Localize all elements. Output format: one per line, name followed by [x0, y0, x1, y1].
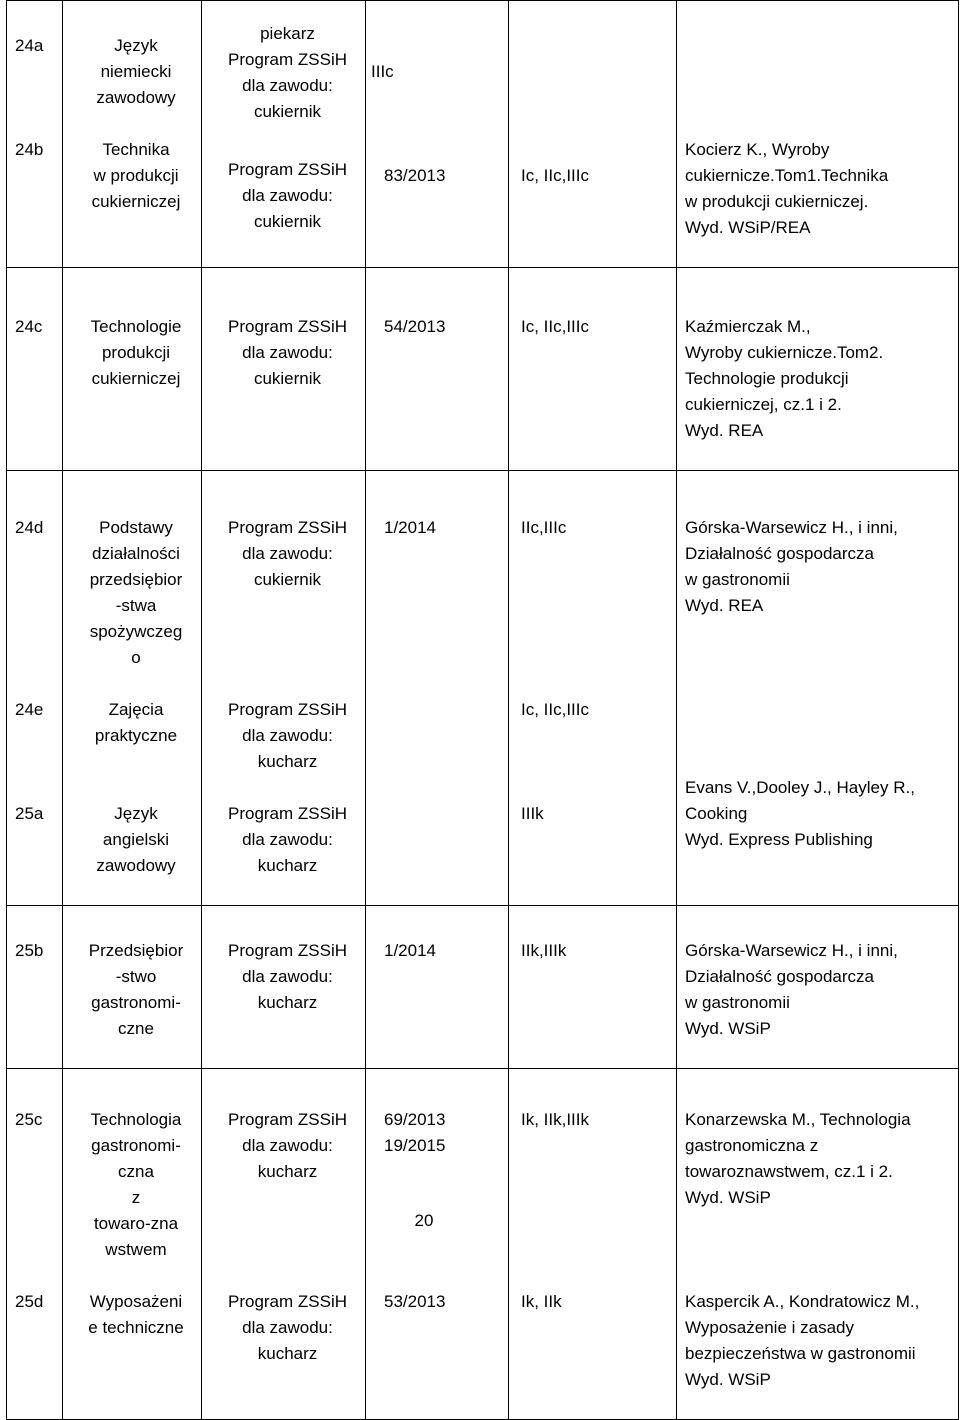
approval-number: 83/2013	[384, 166, 446, 185]
program-cell	[202, 268, 366, 471]
table-row	[7, 906, 959, 1069]
subject-cell	[63, 268, 202, 471]
approval-number-cell	[366, 471, 509, 906]
program-cell	[202, 471, 366, 906]
subject-name: Wyposażeni e techniczne	[88, 1292, 184, 1337]
classes-value: Ik, IIk	[521, 1292, 562, 1311]
row-id: 24c	[15, 317, 43, 336]
subject-name: Technologia gastronomi- czna z towaro-zna wstwem	[90, 1110, 182, 1259]
program-name: Program ZSSiH dla zawodu: cukiernik	[227, 518, 348, 589]
row-id: 24d	[15, 518, 44, 537]
approval-number: 69/2013 19/2015	[384, 1110, 446, 1155]
classes-value: IIIk	[521, 804, 544, 823]
program-name: piekarz Program ZSSiH dla zawodu: cukiernik	[227, 24, 348, 121]
textbook-entry: Kocierz K., Wyroby cukiernicze.Tom1.Technika w produkcji cukierniczej. Wyd. WSiP/REA	[685, 140, 889, 237]
approval-number: 54/2013	[384, 317, 446, 336]
subject-name: Zajęcia praktyczne	[94, 700, 178, 745]
classes-value: Ik, IIk,IIIk	[521, 1110, 590, 1129]
textbook-entry: Górska-Warsewicz H., i inni, Działalność gospodarcza w gastronomii Wyd. REA	[685, 518, 898, 615]
approval-number: 53/2013	[384, 1292, 446, 1311]
program-name: Program ZSSiH dla zawodu: cukiernik	[227, 160, 348, 231]
row-id-cell	[7, 906, 63, 1069]
textbook-cell	[677, 268, 959, 471]
table-row	[7, 1, 959, 268]
program-cell	[202, 1069, 366, 1420]
row-id-cell	[7, 268, 63, 471]
row-id: 25c	[15, 1110, 43, 1129]
subject-name: Technika w produkcji cukierniczej	[91, 140, 181, 211]
program-name: Program ZSSiH dla zawodu: kucharz	[227, 941, 348, 1012]
textbook-cell	[677, 471, 959, 906]
textbook-entry: Kaźmierczak M., Wyroby cukiernicze.Tom2. Technologie produkcji cukierniczej, cz.1 i 2. Wyd. REA	[685, 317, 884, 440]
classes-cell	[509, 906, 677, 1069]
subject-cell	[63, 906, 202, 1069]
textbook-cell	[677, 1069, 959, 1420]
subject-name: Język angielski zawodowy	[96, 804, 176, 875]
subject-name: Podstawy działalności przedsiębior -stwa spożywczeg o	[89, 518, 183, 667]
subject-cell	[63, 1, 202, 268]
approval-number-cell	[366, 1069, 509, 1420]
classes-cell	[509, 1069, 677, 1420]
program-name: Program ZSSiH dla zawodu: kucharz	[227, 1292, 348, 1363]
row-id: 25d	[15, 1292, 44, 1311]
textbook-entry: Evans V.,Dooley J., Hayley R., Cooking Wyd. Express Publishing	[685, 778, 915, 849]
textbook-entry: Kaspercik A., Kondratowicz M., Wyposażenie i zasady bezpieczeństwa w gastronomii Wyd. WSiP	[685, 1292, 920, 1389]
row-id: 24e	[15, 700, 44, 719]
program-cell	[202, 1, 366, 268]
program-cell	[202, 906, 366, 1069]
row-id: 24a	[15, 36, 44, 55]
row-id-cell	[7, 1, 63, 268]
approval-number: 1/2014	[384, 941, 436, 960]
table-row	[7, 471, 959, 906]
classes-cell	[509, 268, 677, 471]
row-id-cell	[7, 1069, 63, 1420]
textbook-entry: Konarzewska M., Technologia gastronomiczna z towaroznawstwem, cz.1 i 2. Wyd. WSiP	[685, 1110, 911, 1207]
program-name: Program ZSSiH dla zawodu: kucharz	[227, 700, 348, 771]
textbook-cell	[677, 1, 959, 268]
approval-number-cell	[366, 906, 509, 1069]
page-number: 20	[414, 1211, 434, 1230]
classes-value: IIc,IIIc	[521, 518, 567, 537]
approval-number: 1/2014	[384, 518, 436, 537]
subject-name: Przedsiębior -stwo gastronomi- czne	[88, 941, 184, 1038]
approval-number-cell	[366, 268, 509, 471]
subject-cell	[63, 1069, 202, 1420]
row-id-cell	[7, 471, 63, 906]
textbook-cell	[677, 906, 959, 1069]
table-row	[7, 1069, 959, 1420]
program-name: Program ZSSiH dla zawodu: kucharz	[227, 1110, 348, 1181]
classes-value: IIk,IIIk	[521, 941, 567, 960]
subject-name: Technologie produkcji cukierniczej	[90, 317, 182, 388]
row-id: 24b	[15, 140, 44, 159]
program-name: Program ZSSiH dla zawodu: cukiernik	[227, 317, 348, 388]
program-name: Program ZSSiH dla zawodu: kucharz	[227, 804, 348, 875]
table-row	[7, 268, 959, 471]
subject-cell	[63, 471, 202, 906]
classes-cell	[509, 471, 677, 906]
subject-name: Język niemiecki zawodowy	[96, 36, 176, 107]
classes-value: IIIc	[371, 62, 394, 81]
textbook-entry: Górska-Warsewicz H., i inni, Działalność gospodarcza w gastronomii Wyd. WSiP	[685, 941, 898, 1038]
row-id: 25a	[15, 804, 44, 823]
textbook-table	[6, 0, 959, 1420]
classes-value: Ic, IIc,IIIc	[521, 166, 590, 185]
classes-value: Ic, IIc,IIIc	[521, 317, 590, 336]
classes-value: Ic, IIc,IIIc	[521, 700, 590, 719]
row-id: 25b	[15, 941, 44, 960]
